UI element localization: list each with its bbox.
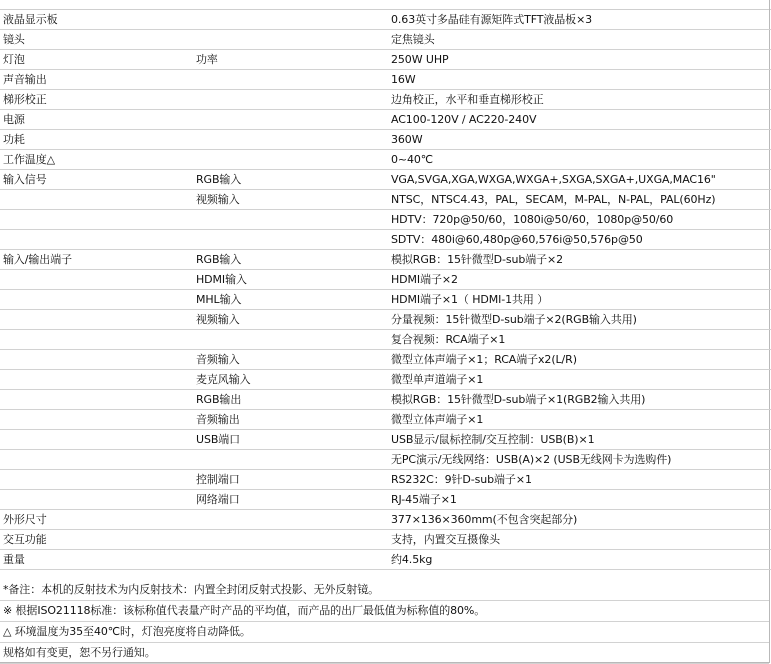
spec-row	[0, 550, 771, 570]
spec-row	[0, 370, 771, 390]
spec-sublabel: USB端口	[193, 430, 388, 450]
spec-value: 微型立体声端子×1；RCA端子x2(L/R)	[388, 350, 771, 370]
spec-row	[0, 310, 771, 330]
spec-sublabel	[193, 150, 388, 170]
note-line: ※ 根据ISO21118标准：该标称值代表量产时产品的平均值，而产品的出厂最低值为标称值的80%。	[0, 601, 769, 622]
spec-table	[0, 10, 771, 570]
spec-row	[0, 490, 771, 510]
spec-sublabel: HDMI输入	[193, 270, 388, 290]
spec-label: 功耗	[0, 130, 193, 150]
spec-row	[0, 290, 771, 310]
spec-label	[0, 490, 193, 510]
spec-sublabel: 视频输入	[193, 310, 388, 330]
spec-label	[0, 370, 193, 390]
spec-value: 377×136×360mm(不包含突起部分)	[388, 510, 771, 530]
spec-value: 0~40℃	[388, 150, 771, 170]
spec-sublabel: 音频输出	[193, 410, 388, 430]
spec-sublabel: 视频输入	[193, 190, 388, 210]
spec-row	[0, 330, 771, 350]
spec-sublabel	[193, 530, 388, 550]
spec-label	[0, 210, 193, 230]
spec-label: 外形尺寸	[0, 510, 193, 530]
spec-label: 输入信号	[0, 170, 193, 190]
spec-label	[0, 430, 193, 450]
spec-sublabel	[193, 230, 388, 250]
spec-label: 镜头	[0, 30, 193, 50]
spec-label: 工作温度△	[0, 150, 193, 170]
spec-value: 模拟RGB：15针微型D-sub端子×1(RGB2输入共用)	[388, 390, 771, 410]
spec-value: USB显示/鼠标控制/交互控制：USB(B)×1	[388, 430, 771, 450]
spec-label: 声音输出	[0, 70, 193, 90]
spec-sublabel	[193, 30, 388, 50]
spec-label: 输入/输出端子	[0, 250, 193, 270]
spec-label: 重量	[0, 550, 193, 570]
spec-row	[0, 390, 771, 410]
spec-label	[0, 330, 193, 350]
spec-sublabel: 麦克风输入	[193, 370, 388, 390]
spec-row	[0, 10, 771, 30]
spec-label	[0, 470, 193, 490]
spec-sublabel	[193, 130, 388, 150]
spec-label	[0, 350, 193, 370]
spec-sublabel: MHL输入	[193, 290, 388, 310]
spec-value: 复合视频：RCA端子×1	[388, 330, 771, 350]
spec-value: SDTV：480i@60,480p@60,576i@50,576p@50	[388, 230, 771, 250]
spec-sublabel: RGB输入	[193, 170, 388, 190]
spec-row	[0, 230, 771, 250]
spec-sublabel	[193, 70, 388, 90]
spec-row	[0, 30, 771, 50]
spec-sublabel	[193, 110, 388, 130]
spec-value: RJ-45端子×1	[388, 490, 771, 510]
spec-value: 微型单声道端子×1	[388, 370, 771, 390]
note-line: 规格如有变更，恕不另行通知。	[0, 643, 769, 664]
spec-row	[0, 210, 771, 230]
spec-table-body	[0, 10, 771, 570]
spec-sublabel	[193, 10, 388, 30]
spec-row	[0, 430, 771, 450]
spec-sublabel: 音频输入	[193, 350, 388, 370]
spec-value: HDMI端子×2	[388, 270, 771, 290]
spec-sublabel: 控制端口	[193, 470, 388, 490]
spec-label	[0, 270, 193, 290]
spec-value: 边角校正，水平和垂直梯形校正	[388, 90, 771, 110]
spec-sublabel	[193, 510, 388, 530]
spec-label: 液晶显示板	[0, 10, 193, 30]
spec-sublabel: RGB输出	[193, 390, 388, 410]
spec-value: HDTV：720p@50/60，1080i@50/60，1080p@50/60	[388, 210, 771, 230]
spec-row	[0, 470, 771, 490]
spec-label	[0, 190, 193, 210]
notes-section	[0, 580, 769, 664]
spec-row	[0, 410, 771, 430]
spec-sublabel: 网络端口	[193, 490, 388, 510]
note-line: *备注：本机的反射技术为内反射技术：内置全封闭反射式投影、无外反射镜。	[0, 580, 769, 601]
spec-row	[0, 90, 771, 110]
spec-row	[0, 150, 771, 170]
spec-value: 16W	[388, 70, 771, 90]
spec-value: 0.63英寸多晶硅有源矩阵式TFT液晶板×3	[388, 10, 771, 30]
spec-label	[0, 390, 193, 410]
spec-label	[0, 310, 193, 330]
spec-row	[0, 170, 771, 190]
spec-sublabel: RGB输入	[193, 250, 388, 270]
spec-sublabel	[193, 330, 388, 350]
spec-label	[0, 450, 193, 470]
spec-value: 定焦镜头	[388, 30, 771, 50]
spec-row	[0, 250, 771, 270]
spec-value: 250W UHP	[388, 50, 771, 70]
spec-sublabel	[193, 450, 388, 470]
spec-row	[0, 530, 771, 550]
spec-value: 分量视频：15针微型D-sub端子×2(RGB输入共用)	[388, 310, 771, 330]
spec-value: RS232C：9针D-sub端子×1	[388, 470, 771, 490]
spec-row	[0, 130, 771, 150]
spec-label: 梯形校正	[0, 90, 193, 110]
spec-label	[0, 290, 193, 310]
spec-value: AC100-120V / AC220-240V	[388, 110, 771, 130]
spec-row	[0, 350, 771, 370]
note-line: △ 环境温度为35至40℃时，灯泡亮度将自动降低。	[0, 622, 769, 643]
spec-label: 电源	[0, 110, 193, 130]
spec-value: VGA,SVGA,XGA,WXGA,WXGA+,SXGA,SXGA+,UXGA,MAC16"	[388, 170, 771, 190]
spec-row	[0, 270, 771, 290]
spec-value: 约4.5kg	[388, 550, 771, 570]
spec-label: 交互功能	[0, 530, 193, 550]
spec-value: NTSC，NTSC4.43，PAL，SECAM，M-PAL，N-PAL，PAL(60Hz)	[388, 190, 771, 210]
spec-sublabel: 功率	[193, 50, 388, 70]
spec-value: 无PC演示/无线网络：USB(A)×2 (USB无线网卡为选购件)	[388, 450, 771, 470]
spec-sublabel	[193, 90, 388, 110]
spec-row	[0, 510, 771, 530]
spec-value: 支持，内置交互摄像头	[388, 530, 771, 550]
spec-value: HDMI端子×1（ HDMI-1共用 ）	[388, 290, 771, 310]
spec-sublabel	[193, 550, 388, 570]
spec-row	[0, 110, 771, 130]
spec-value: 微型立体声端子×1	[388, 410, 771, 430]
spec-row	[0, 190, 771, 210]
spec-value: 模拟RGB：15针微型D-sub端子×2	[388, 250, 771, 270]
spec-label	[0, 410, 193, 430]
spec-label: 灯泡	[0, 50, 193, 70]
spec-value: 360W	[388, 130, 771, 150]
spec-row	[0, 450, 771, 470]
spec-sublabel	[193, 210, 388, 230]
spec-row	[0, 70, 771, 90]
spec-row	[0, 50, 771, 70]
spec-label	[0, 230, 193, 250]
